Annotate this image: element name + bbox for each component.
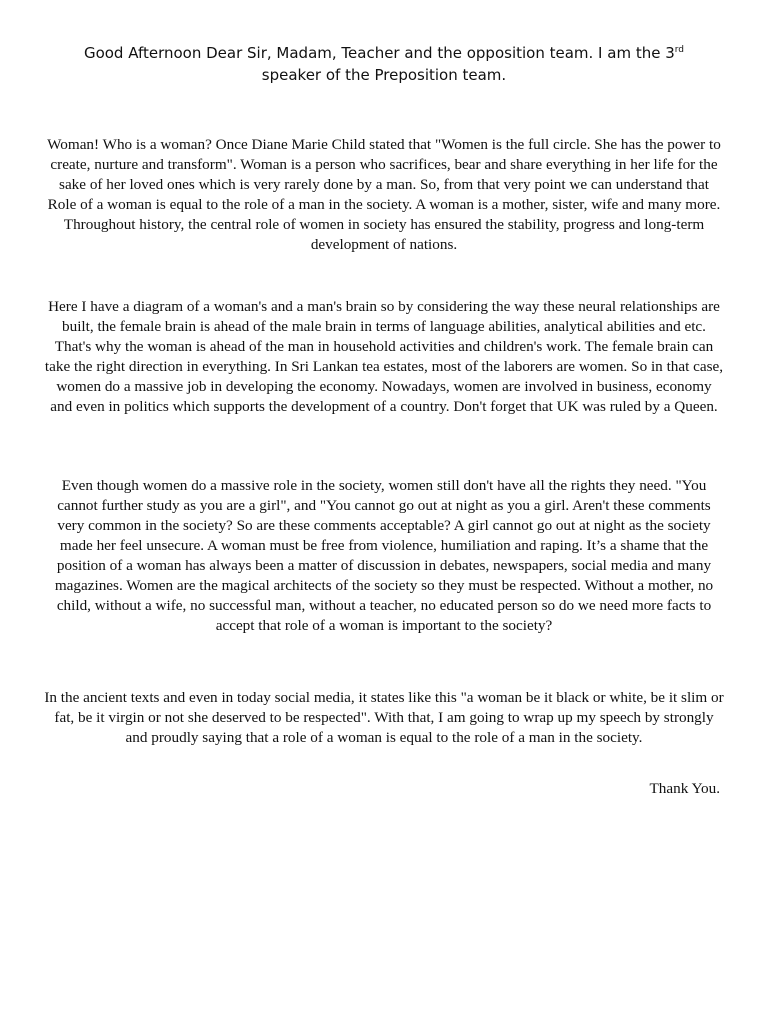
heading-line-2: speaker of the Preposition team. (261, 66, 507, 84)
paragraph-brain-comparison: Here I have a diagram of a woman's and a man's brain so by considering the way these neural relationships are built, the female brain is ahead of the male brain in terms of language abilities, analytical abilities and etc. That's why the woman is ahead of the man in household activities and children's work. The female brain can take the right direction in everything. In Sri Lankan tea estates, most of the laborers are women. So in that case, women do a massive job in developing the economy. Nowadays, women are involved in business, economy and even in politics which supports the development of a country. Don't forget that UK was ruled by a Queen. (44, 298, 724, 415)
speech-opening-heading (40, 42, 728, 86)
heading-line-1-text: Good Afternoon Dear Sir, Madam, Teacher and the opposition team. I am the 3 (83, 44, 675, 62)
heading-line-1 (84, 44, 684, 62)
ordinal-superscript: rd (674, 45, 685, 55)
closing-thank-you: Thank You. (649, 780, 720, 797)
paragraph-definition-of-woman: Woman! Who is a woman? Once Diane Marie Child stated that "Women is the full circle. She has the power to create, nurture and transform". Woman is a person who sacrifices, bear and share everything in her life for the sake of her loved ones which is very rarely done by a man. So, from that very point we can understand that Role of a woman is equal to the role of a man in the society. A woman is a mother, sister, wife and many more. Throughout history, the central role of women in society has ensured the stability, progress and long-term development of nations. (47, 136, 721, 253)
paragraph-rights-of-women: Even though women do a massive role in the society, women still don't have all the rights they need. "You cannot further study as you are a girl", and "You cannot go out at night as you a girl. Aren't these comments very common in the society? So are these comments acceptable? A girl cannot go out at night as the society made her feel unsecure. A woman must be free from violence, humiliation and raping. It’s a shame that the position of a woman has always been a matter of discussion in debates, newspapers, social media and many magazines. Women are the magical architects of the society so they must be respected. Without a mother, no child, without a wife, no successful man, without a teacher, no educated person so do we need more facts to accept that role of a woman is important to the society? (54, 477, 714, 634)
paragraph-conclusion: In the ancient texts and even in today social media, it states like this "a woman be it black or white, be it slim or fat, be it virgin or not she deserved to be respected". With that, I am going to wrap up my speech by strongly and proudly saying that a role of a woman is equal to the role of a man in the society. (44, 689, 724, 746)
